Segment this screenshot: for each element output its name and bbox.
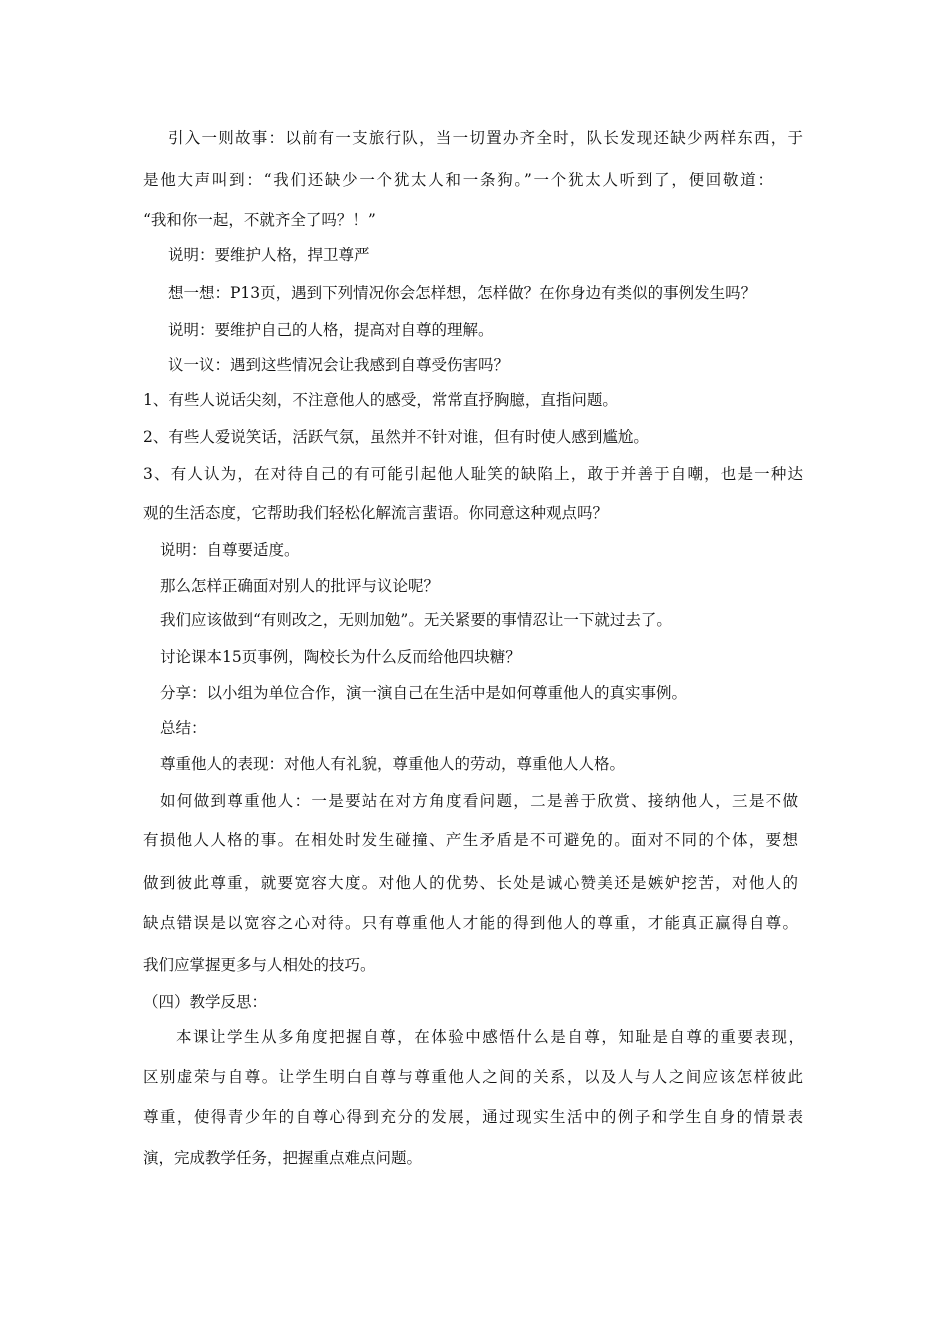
text-line: 那么怎样正确面对别人的批评与议论呢？ (160, 577, 440, 595)
text-line: 有损他人人格的事。在相处时发生碰撞、产生矛盾是不可避免的。面对不同的个体，要想 (143, 831, 798, 849)
text-line: 说明：自尊要适度。 (160, 541, 300, 559)
text-line: 想一想：P13页，遇到下列情况你会怎样想，怎样做？在你身边有类似的事例发生吗？ (168, 284, 757, 302)
text-line: 缺点错误是以宽容之心对待。只有尊重他人才能的得到他人的尊重，才能真正赢得自尊。 (143, 914, 798, 932)
text-line: 说明：要维护自己的人格，提高对自尊的理解。 (168, 321, 494, 339)
text-line: 尊重他人的表现：对他人有礼貌，尊重他人的劳动，尊重他人人格。 (160, 755, 626, 773)
text-line: 说明：要维护人格，捍卫尊严 (168, 246, 370, 264)
text-line: 议一议：遇到这些情况会让我感到自尊受伤害吗？ (168, 356, 510, 374)
text-line: 本课让学生从多角度把握自尊，在体验中感悟什么是自尊，知耻是自尊的重要表现， (176, 1028, 804, 1046)
text-line: 是他大声叫到：“我们还缺少一个犹太人和一条狗。”一个犹太人听到了，便回敬道： (143, 171, 773, 189)
text-line: 讨论课本15页事例，陶校长为什么反而给他四块糖？ (160, 648, 521, 666)
text-line: 总结： (160, 719, 207, 737)
text-line: 演，完成教学任务，把握重点难点问题。 (143, 1149, 423, 1167)
text-line: 如何做到尊重他人：一是要站在对方角度看问题，二是善于欣赏、接纳他人，三是不做 (160, 792, 798, 810)
text-line: 1、有些人说话尖刻，不注意他人的感受，常常直抒胸臆，直指问题。 (143, 391, 618, 409)
text-line: 3、有人认为，在对待自己的有可能引起他人耻笑的缺陷上，敢于并善于自嘲，也是一种达 (143, 465, 803, 483)
text-line: 尊重，使得青少年的自尊心得到充分的发展，通过现实生活中的例子和学生自身的情景表 (143, 1108, 803, 1126)
text-line: 引入一则故事：以前有一支旅行队，当一切置办齐全时，队长发现还缺少两样东西，于 (168, 129, 803, 147)
text-line: 2、有些人爱说笑话，活跃气氛，虽然并不针对谁，但有时使人感到尴尬。 (143, 428, 649, 446)
text-line: 观的生活态度，它帮助我们轻松化解流言蜚语。你同意这种观点吗？ (143, 504, 609, 522)
text-line: 区别虚荣与自尊。让学生明白自尊与尊重他人之间的关系，以及人与人之间应该怎样彼此 (143, 1068, 803, 1086)
text-line: 分享：以小组为单位合作，演一演自己在生活中是如何尊重他人的真实事例。 (160, 684, 688, 702)
text-line: 做到彼此尊重，就要宽容大度。对他人的优势、长处是诚心赞美还是嫉妒挖苦，对他人的 (143, 874, 798, 892)
section-heading: （四）教学反思： (143, 993, 268, 1011)
text-line: 我们应掌握更多与人相处的技巧。 (143, 956, 376, 974)
text-line: 我们应该做到“有则改之，无则加勉”。无关紧要的事情忍让一下就过去了。 (160, 611, 672, 629)
text-line: “我和你一起，不就齐全了吗？！” (143, 211, 376, 229)
